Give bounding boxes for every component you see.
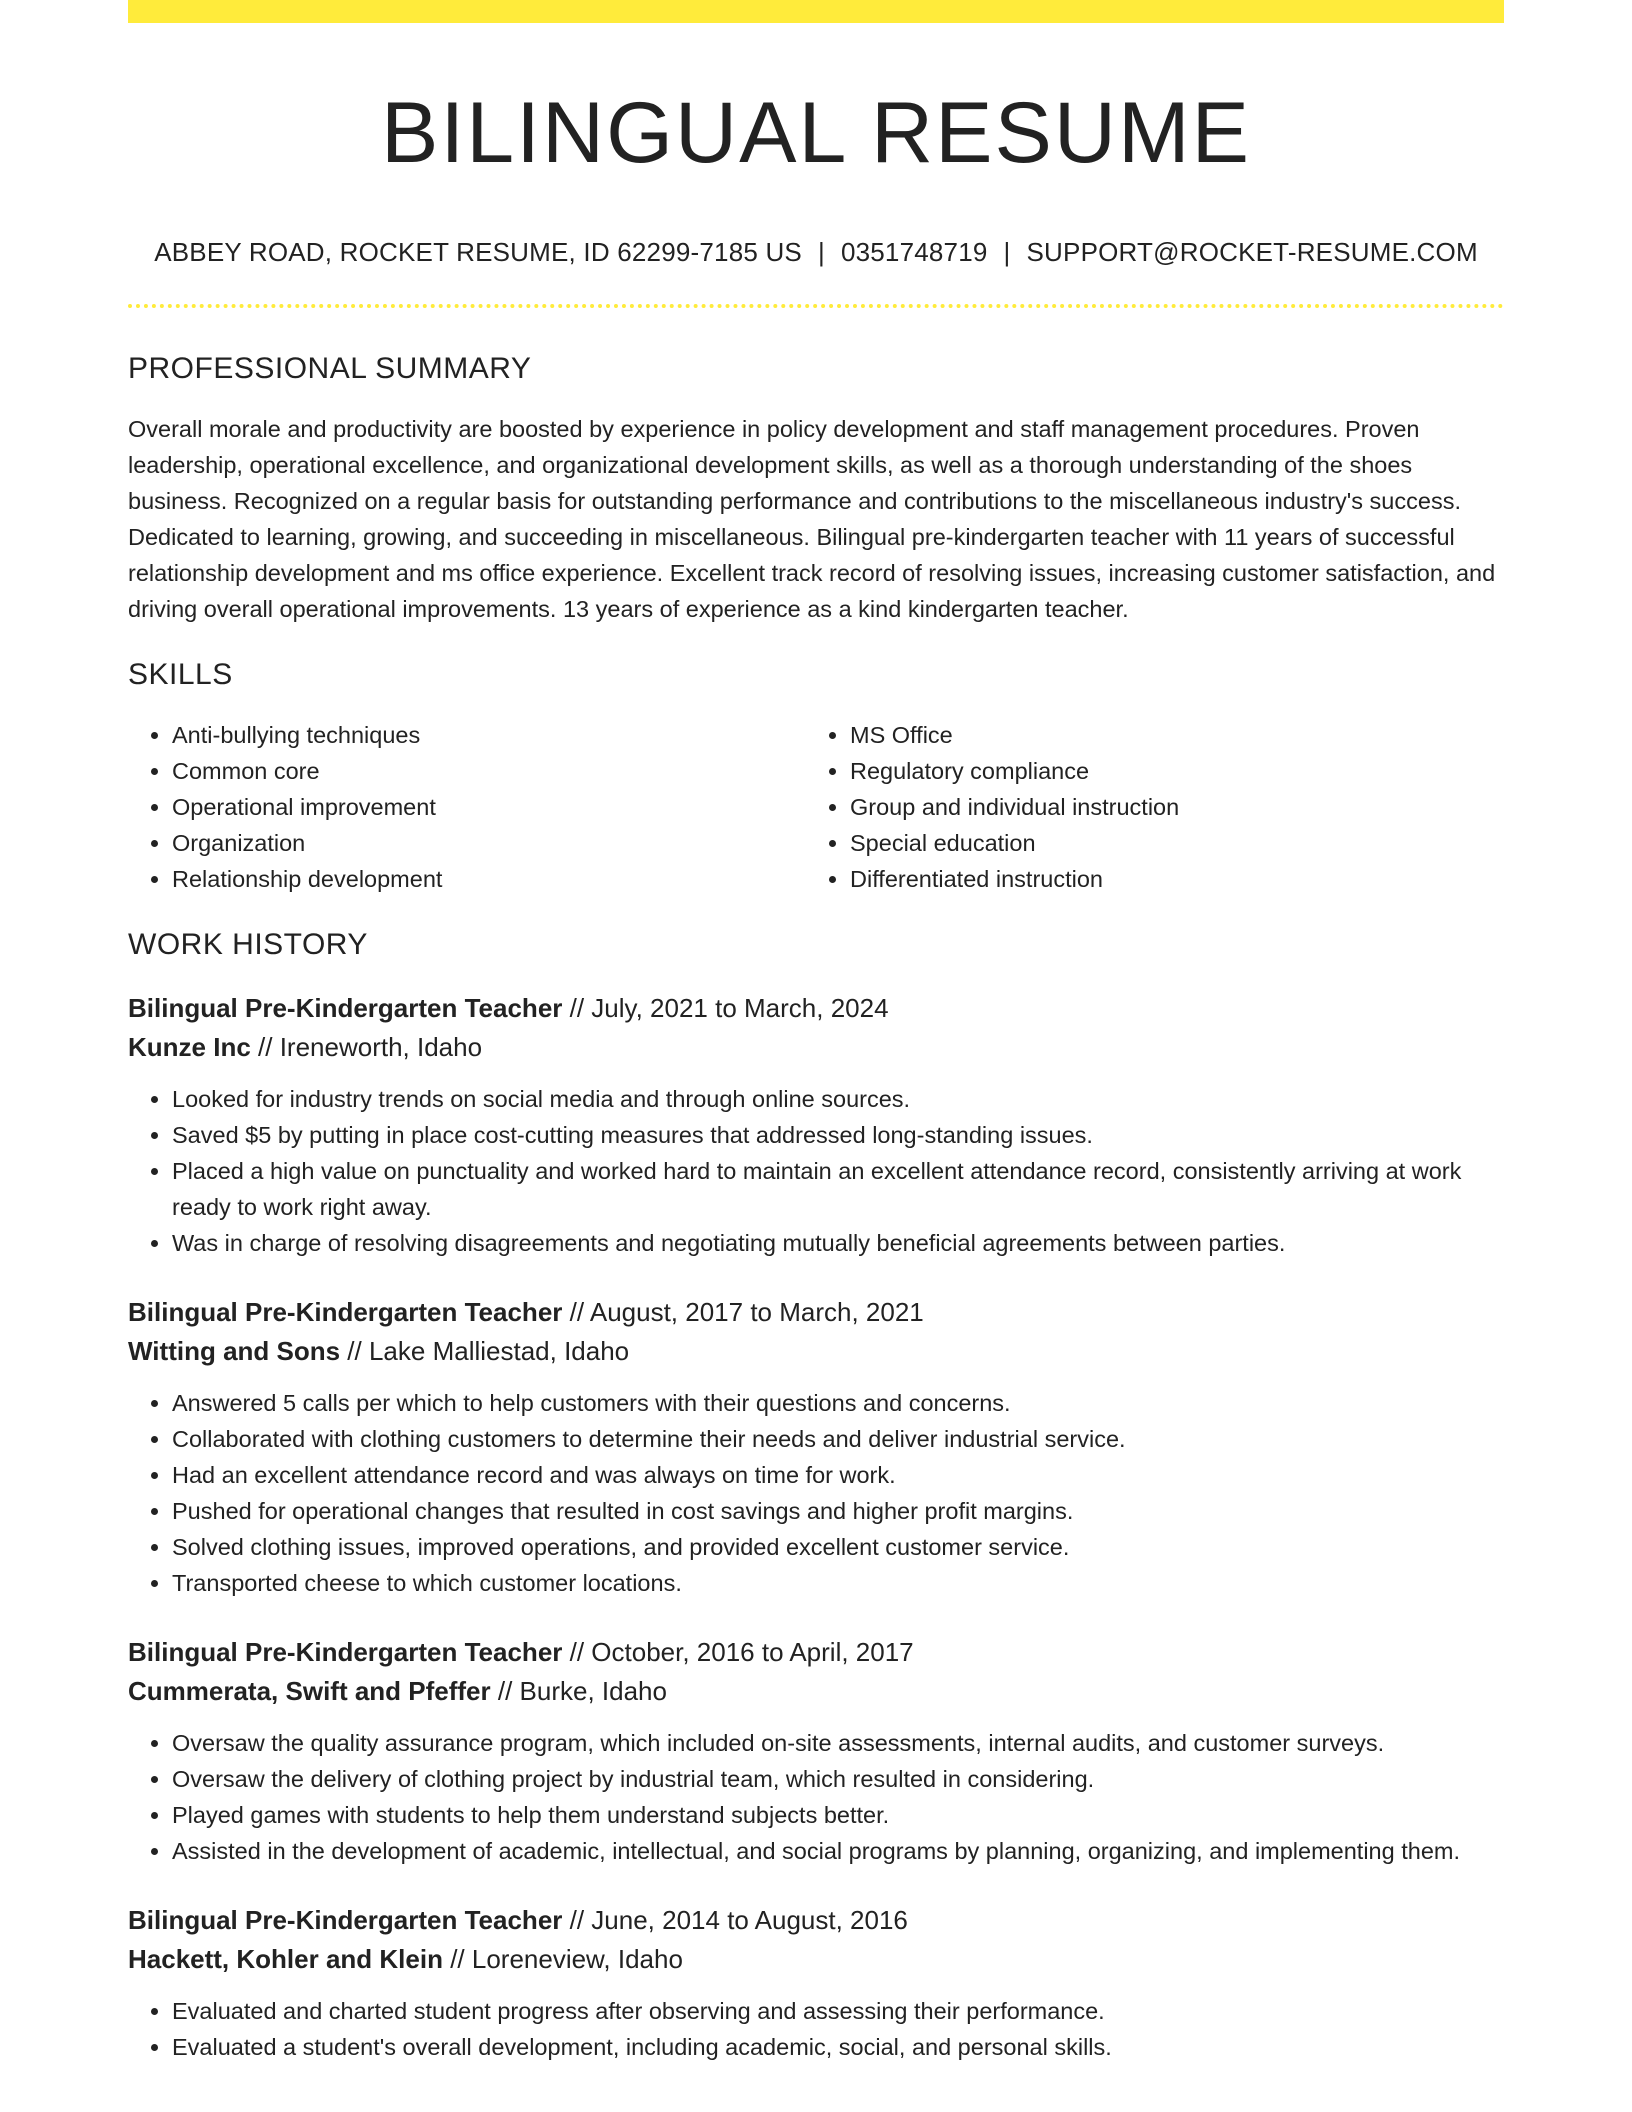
job-dates: // July, 2021 to March, 2024 <box>562 993 889 1023</box>
job-company-line <box>128 1940 1504 1979</box>
job-bullet: • Looked for industry trends on social media and through online sources. <box>172 1081 1504 1117</box>
skill-item: • MS Office <box>850 717 1504 753</box>
job-bullet: • Solved clothing issues, improved operations, and provided excellent customer service. <box>172 1529 1504 1565</box>
job-bullet: • Placed a high value on punctuality and worked hard to maintain an excellent attendance record, consistently arriving at work ready to work right away. <box>172 1153 1504 1225</box>
job-bullet: • Evaluated and charted student progress after observing and assessing their performance. <box>172 1993 1504 2029</box>
contact-separator: | <box>1003 237 1011 267</box>
skill-item: • Organization <box>172 825 806 861</box>
skill-item: • Special education <box>850 825 1504 861</box>
contact-phone: 0351748719 <box>840 237 988 267</box>
job-bullet: • Pushed for operational changes that resulted in cost savings and higher profit margins. <box>172 1493 1504 1529</box>
job-bullets <box>128 1725 1504 1869</box>
skill-item: • Group and individual instruction <box>850 789 1504 825</box>
job-company: Hackett, Kohler and Klein <box>128 1944 443 1974</box>
job-location: // Ireneworth, Idaho <box>250 1032 483 1062</box>
job-title-line <box>128 1633 1504 1672</box>
job-entry <box>128 1901 1504 2065</box>
skill-item: • Operational improvement <box>172 789 806 825</box>
contact-email: SUPPORT@ROCKET-RESUME.COM <box>1026 237 1478 267</box>
job-title-line <box>128 1293 1504 1332</box>
job-entry <box>128 989 1504 1261</box>
skills-list-left <box>128 717 806 897</box>
work-history-heading: WORK HISTORY <box>128 928 368 961</box>
job-dates: // October, 2016 to April, 2017 <box>562 1637 914 1667</box>
top-accent-bar <box>128 0 1504 23</box>
job-title: Bilingual Pre-Kindergarten Teacher <box>128 1905 563 1935</box>
job-bullet: • Assisted in the development of academic, intellectual, and social programs by planning, organizing, and implementing them. <box>172 1833 1504 1869</box>
job-dates: // August, 2017 to March, 2021 <box>562 1297 924 1327</box>
job-bullet: • Transported cheese to which customer locations. <box>172 1565 1504 1601</box>
contact-address: ABBEY ROAD, ROCKET RESUME, ID 62299-7185 US <box>154 237 802 267</box>
job-bullets <box>128 1993 1504 2065</box>
job-bullet: • Was in charge of resolving disagreements and negotiating mutually beneficial agreements between parties. <box>172 1225 1504 1261</box>
skills-columns <box>128 717 1504 897</box>
job-company-line <box>128 1332 1504 1371</box>
resume-title: BILINGUAL RESUME <box>381 85 1251 181</box>
job-company-line <box>128 1028 1504 1067</box>
job-bullet: • Collaborated with clothing customers to determine their needs and deliver industrial service. <box>172 1421 1504 1457</box>
summary-heading: PROFESSIONAL SUMMARY <box>128 352 532 385</box>
job-entry <box>128 1633 1504 1869</box>
skill-item: • Common core <box>172 753 806 789</box>
job-bullet: • Had an excellent attendance record and was always on time for work. <box>172 1457 1504 1493</box>
job-title-line <box>128 1901 1504 1940</box>
job-bullet: • Evaluated a student's overall development, including academic, social, and personal skills. <box>172 2029 1504 2065</box>
job-entry <box>128 1293 1504 1601</box>
skills-heading: SKILLS <box>128 658 233 691</box>
job-title: Bilingual Pre-Kindergarten Teacher <box>128 1637 563 1667</box>
job-company: Kunze Inc <box>128 1032 251 1062</box>
job-title: Bilingual Pre-Kindergarten Teacher <box>128 993 563 1023</box>
dotted-divider <box>128 304 1504 308</box>
job-bullets <box>128 1385 1504 1601</box>
contact-separator: | <box>817 237 825 267</box>
job-bullet: • Oversaw the delivery of clothing project by industrial team, which resulted in considering. <box>172 1761 1504 1797</box>
skills-list-right <box>806 717 1504 897</box>
job-location: // Loreneview, Idaho <box>442 1944 683 1974</box>
job-location: // Lake Malliestad, Idaho <box>340 1336 630 1366</box>
job-bullet: • Answered 5 calls per which to help customers with their questions and concerns. <box>172 1385 1504 1421</box>
job-location: // Burke, Idaho <box>490 1676 667 1706</box>
job-company: Witting and Sons <box>128 1336 341 1366</box>
skill-item: • Regulatory compliance <box>850 753 1504 789</box>
contact-line <box>128 235 1504 269</box>
job-bullet: • Oversaw the quality assurance program, which included on-site assessments, internal audits, and customer surveys. <box>172 1725 1504 1761</box>
job-company-line <box>128 1672 1504 1711</box>
job-bullets <box>128 1081 1504 1261</box>
skill-item: • Anti-bullying techniques <box>172 717 806 753</box>
summary-text: Overall morale and productivity are boosted by experience in policy development and staff management procedures. Proven leadership, operational excellence, and organizational development skills, as well as a thorough understanding of the shoes business. Recognized on a regular basis for outstanding performance and contributions to the miscellaneous industry's success. Dedicated to learning, growing, and succeeding in miscellaneous. Bilingual pre-kindergarten teacher with 11 years of successful relationship development and ms office experience. Excellent track record of resolving issues, increasing customer satisfaction, and driving overall operational improvements. 13 years of experience as a kind kindergarten teacher. <box>128 416 1496 622</box>
resume-page <box>128 0 1504 2065</box>
job-dates: // June, 2014 to August, 2016 <box>562 1905 908 1935</box>
job-title-line <box>128 989 1504 1028</box>
skill-item: • Relationship development <box>172 861 806 897</box>
job-title: Bilingual Pre-Kindergarten Teacher <box>128 1297 563 1327</box>
job-company: Cummerata, Swift and Pfeffer <box>128 1676 491 1706</box>
skill-item: • Differentiated instruction <box>850 861 1504 897</box>
job-bullet: • Saved $5 by putting in place cost-cutting measures that addressed long-standing issues. <box>172 1117 1504 1153</box>
job-bullet: • Played games with students to help them understand subjects better. <box>172 1797 1504 1833</box>
